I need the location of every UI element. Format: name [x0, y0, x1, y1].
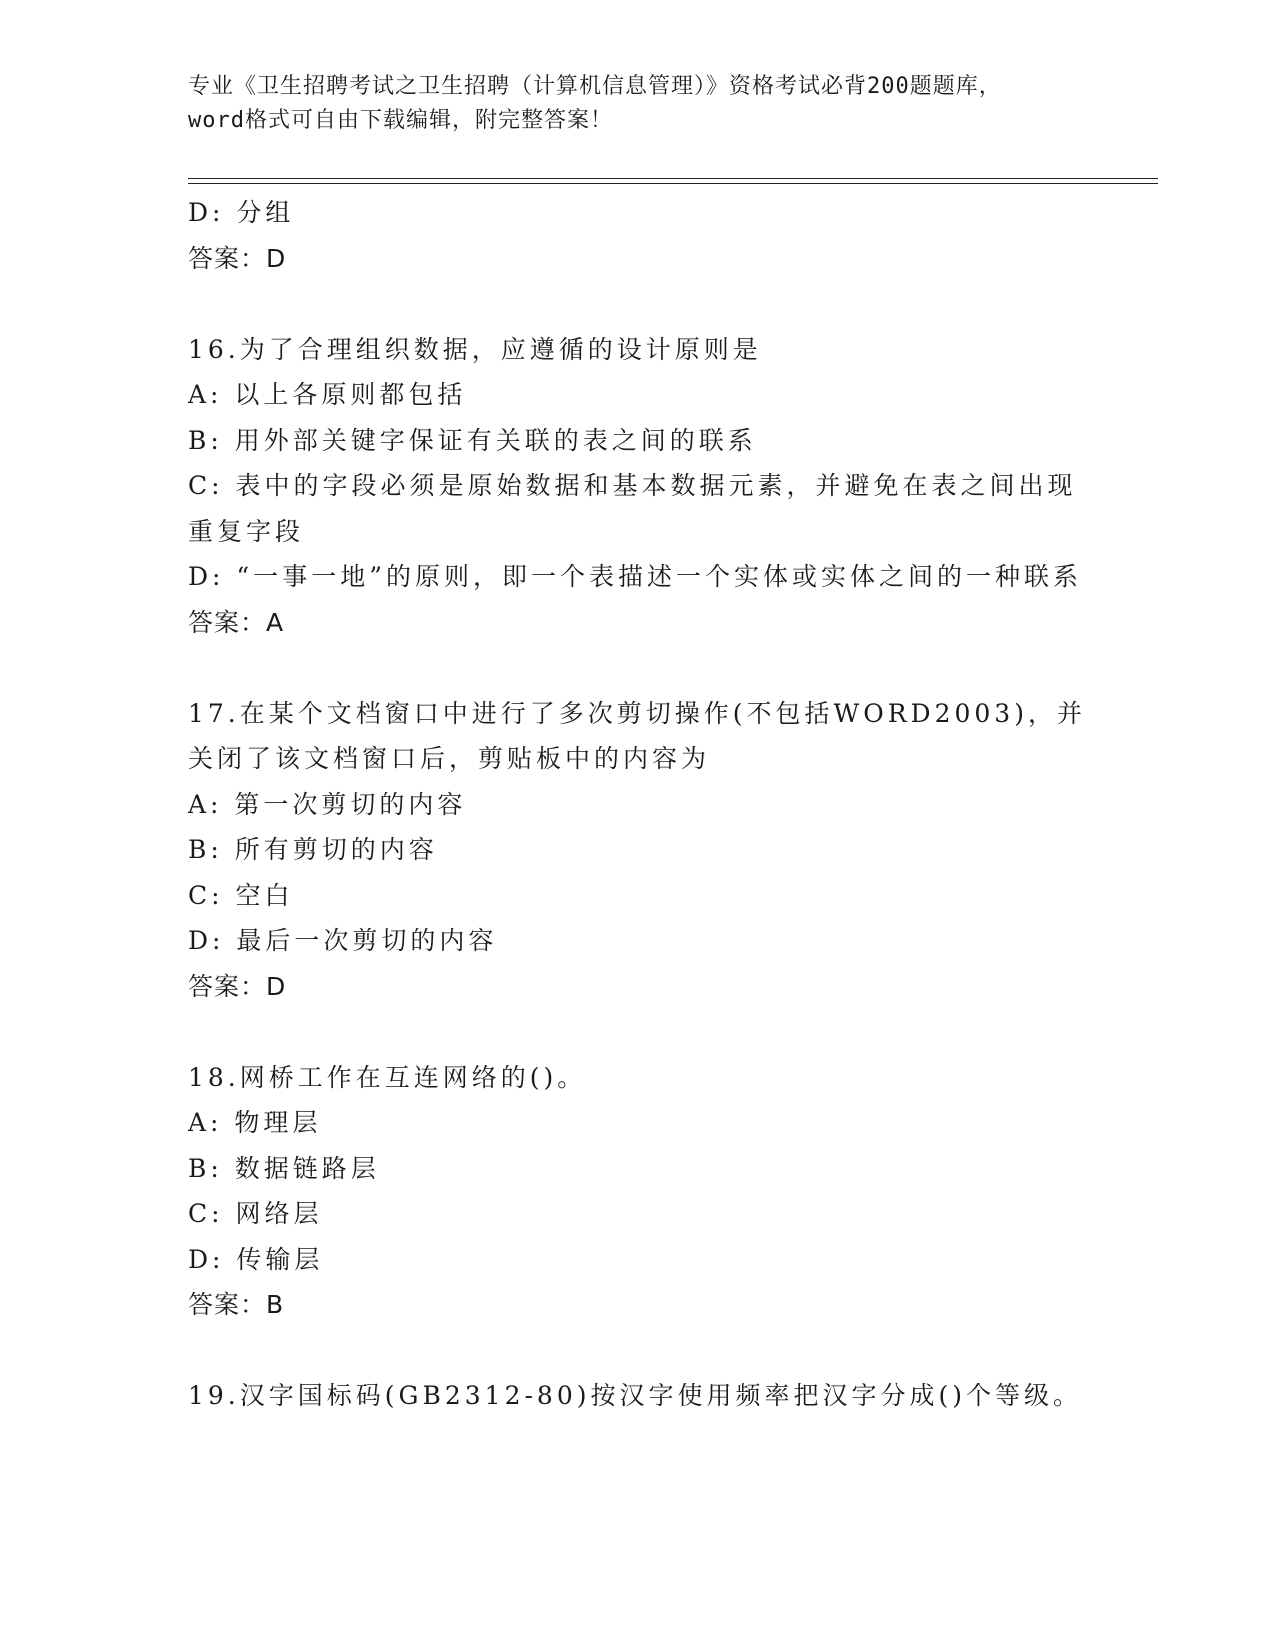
option-d: D: 最后一次剪切的内容: [188, 926, 498, 955]
option-b: B: 数据链路层: [188, 1153, 380, 1183]
option-d: D: “一事一地”的原则，即一个表描述一个实体或实体之间的一种联系: [188, 562, 1082, 591]
spacer: [188, 1328, 1088, 1374]
option-c: C: 网络层: [188, 1199, 323, 1228]
option-a: A: 以上各原则都包括: [188, 380, 467, 409]
header-line-2: word格式可自由下载编辑，附完整答案！: [188, 108, 613, 133]
question-19: [188, 1373, 1088, 1419]
option-a: A: 物理层: [188, 1108, 322, 1137]
question-stem: 18.网桥工作在互连网络的()。: [188, 1062, 587, 1092]
page-header: [188, 70, 1088, 138]
header-divider-top: [188, 178, 1158, 179]
question-16: [188, 327, 1088, 646]
spacer: [188, 1009, 1088, 1055]
question-stem: 16.为了合理组织数据，应遵循的设计原则是: [188, 334, 762, 364]
option-a: A: 第一次剪切的内容: [188, 789, 467, 819]
answer: 答案：A: [188, 607, 285, 637]
question-list: [188, 190, 1088, 1419]
question-stem: 19.汉字国标码(GB2312-80)按汉字使用频率把汉字分成()个等级。: [188, 1381, 1082, 1410]
spacer: [188, 645, 1088, 691]
option-b: B: 用外部关键字保证有关联的表之间的联系: [188, 425, 757, 455]
header-line-1: 专业《卫生招聘考试之卫生招聘（计算机信息管理）》资格考试必背200题题库，: [188, 74, 1002, 99]
option-b: B: 所有剪切的内容: [188, 835, 438, 864]
answer: 答案：B: [188, 1290, 285, 1319]
option-d: D: 传输层: [188, 1244, 324, 1274]
spacer: [188, 281, 1088, 327]
question-stem: 17.在某个文档窗口中进行了多次剪切操作(不包括WORD2003)，并关闭了该文档窗口后，剪贴板中的内容为: [188, 698, 1086, 773]
carryover-option-d: D: 分组: [188, 198, 295, 227]
option-c: C: 表中的字段必须是原始数据和基本数据元素，并避免在表之间出现重复字段: [188, 471, 1077, 546]
question-17: [188, 691, 1088, 1010]
header-divider-bottom: [188, 183, 1158, 184]
question-18: [188, 1055, 1088, 1328]
option-c: C: 空白: [188, 880, 294, 910]
carryover-answer: 答案：D: [188, 243, 287, 273]
answer: 答案：D: [188, 971, 287, 1001]
